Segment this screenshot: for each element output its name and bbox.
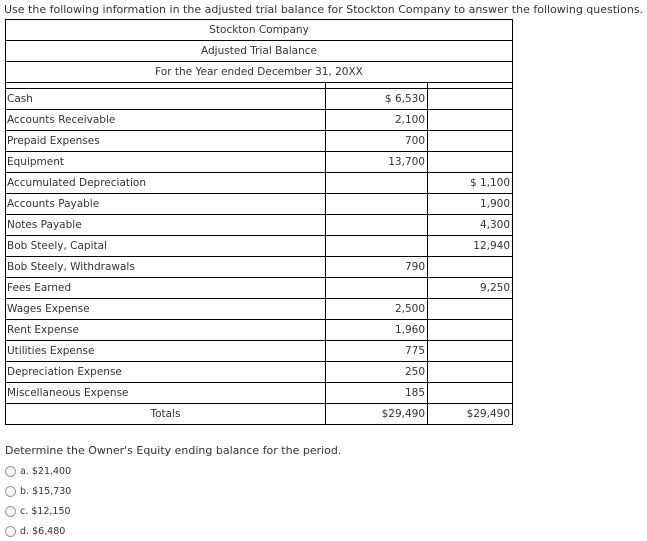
account-name: Cash [6, 89, 326, 110]
table-row [6, 236, 513, 257]
account-name: Accumulated Depreciation [6, 173, 326, 194]
debit-amount: 2,100 [326, 110, 428, 131]
credit-amount [428, 362, 513, 383]
answer-option-c[interactable] [5, 501, 71, 521]
radio-button[interactable] [5, 526, 16, 537]
account-name: Prepaid Expenses [6, 131, 326, 152]
credit-amount: 1,900 [428, 194, 513, 215]
option-label[interactable]: a. $21,400 [20, 465, 72, 477]
credit-amount [428, 320, 513, 341]
table-row [6, 278, 513, 299]
table-row [6, 362, 513, 383]
statement-title: Adjusted Trial Balance [6, 41, 513, 62]
credit-amount [428, 383, 513, 404]
answer-option-d[interactable] [5, 521, 71, 541]
account-name: Depreciation Expense [6, 362, 326, 383]
table-row [6, 131, 513, 152]
radio-button[interactable] [5, 506, 16, 517]
totals-row [6, 404, 513, 425]
debit-amount: 1,960 [326, 320, 428, 341]
debit-amount: $ 6,530 [326, 89, 428, 110]
credit-amount [428, 257, 513, 278]
credit-amount: 9,250 [428, 278, 513, 299]
adjusted-trial-balance-table [5, 19, 513, 425]
debit-amount: 700 [326, 131, 428, 152]
option-label[interactable]: b. $15,730 [20, 485, 72, 497]
debit-amount [326, 236, 428, 257]
table-row [6, 320, 513, 341]
account-name: Utilities Expense [6, 341, 326, 362]
account-name: Equipment [6, 152, 326, 173]
answer-options [5, 461, 71, 541]
account-name: Fees Earned [6, 278, 326, 299]
table-row [6, 299, 513, 320]
account-name: Accounts Receivable [6, 110, 326, 131]
account-name: Accounts Payable [6, 194, 326, 215]
table-row [6, 257, 513, 278]
question-text: Determine the Owner's Equity ending balance for the period. [5, 444, 342, 457]
option-label[interactable]: c. $12,150 [20, 505, 71, 517]
credit-amount: $ 1,100 [428, 173, 513, 194]
debit-amount: 2,500 [326, 299, 428, 320]
debit-amount: 13,700 [326, 152, 428, 173]
account-name: Notes Payable [6, 215, 326, 236]
totals-label: Totals [6, 404, 326, 425]
account-name: Rent Expense [6, 320, 326, 341]
account-name: Bob Steely, Capital [6, 236, 326, 257]
debit-amount: 250 [326, 362, 428, 383]
debit-amount [326, 173, 428, 194]
credit-amount [428, 299, 513, 320]
debit-amount: 775 [326, 341, 428, 362]
credit-amount [428, 89, 513, 110]
credit-amount [428, 152, 513, 173]
debit-amount [326, 215, 428, 236]
debit-amount [326, 278, 428, 299]
account-name: Bob Steely, Withdrawals [6, 257, 326, 278]
radio-button[interactable] [5, 486, 16, 497]
table-row [6, 89, 513, 110]
credit-amount: 12,940 [428, 236, 513, 257]
option-label[interactable]: d. $6,480 [20, 525, 66, 537]
table-row [6, 215, 513, 236]
table-row [6, 110, 513, 131]
debit-amount [326, 194, 428, 215]
company-name: Stockton Company [6, 20, 513, 41]
debit-amount: 185 [326, 383, 428, 404]
statement-period: For the Year ended December 31, 20XX [6, 62, 513, 83]
debit-amount: 790 [326, 257, 428, 278]
table-row [6, 194, 513, 215]
table-row [6, 152, 513, 173]
table-row [6, 173, 513, 194]
credit-amount: 4,300 [428, 215, 513, 236]
answer-option-b[interactable] [5, 481, 71, 501]
credit-amount [428, 110, 513, 131]
total-debits: $29,490 [326, 404, 428, 425]
table-row [6, 341, 513, 362]
credit-amount [428, 131, 513, 152]
total-credits: $29,490 [428, 404, 513, 425]
radio-button[interactable] [5, 466, 16, 477]
credit-amount [428, 341, 513, 362]
instructions-text: Use the following information in the adjusted trial balance for Stockton Company to answer the following questions. [4, 3, 644, 16]
account-name: Miscellaneous Expense [6, 383, 326, 404]
account-name: Wages Expense [6, 299, 326, 320]
table-row [6, 383, 513, 404]
answer-option-a[interactable] [5, 461, 71, 481]
